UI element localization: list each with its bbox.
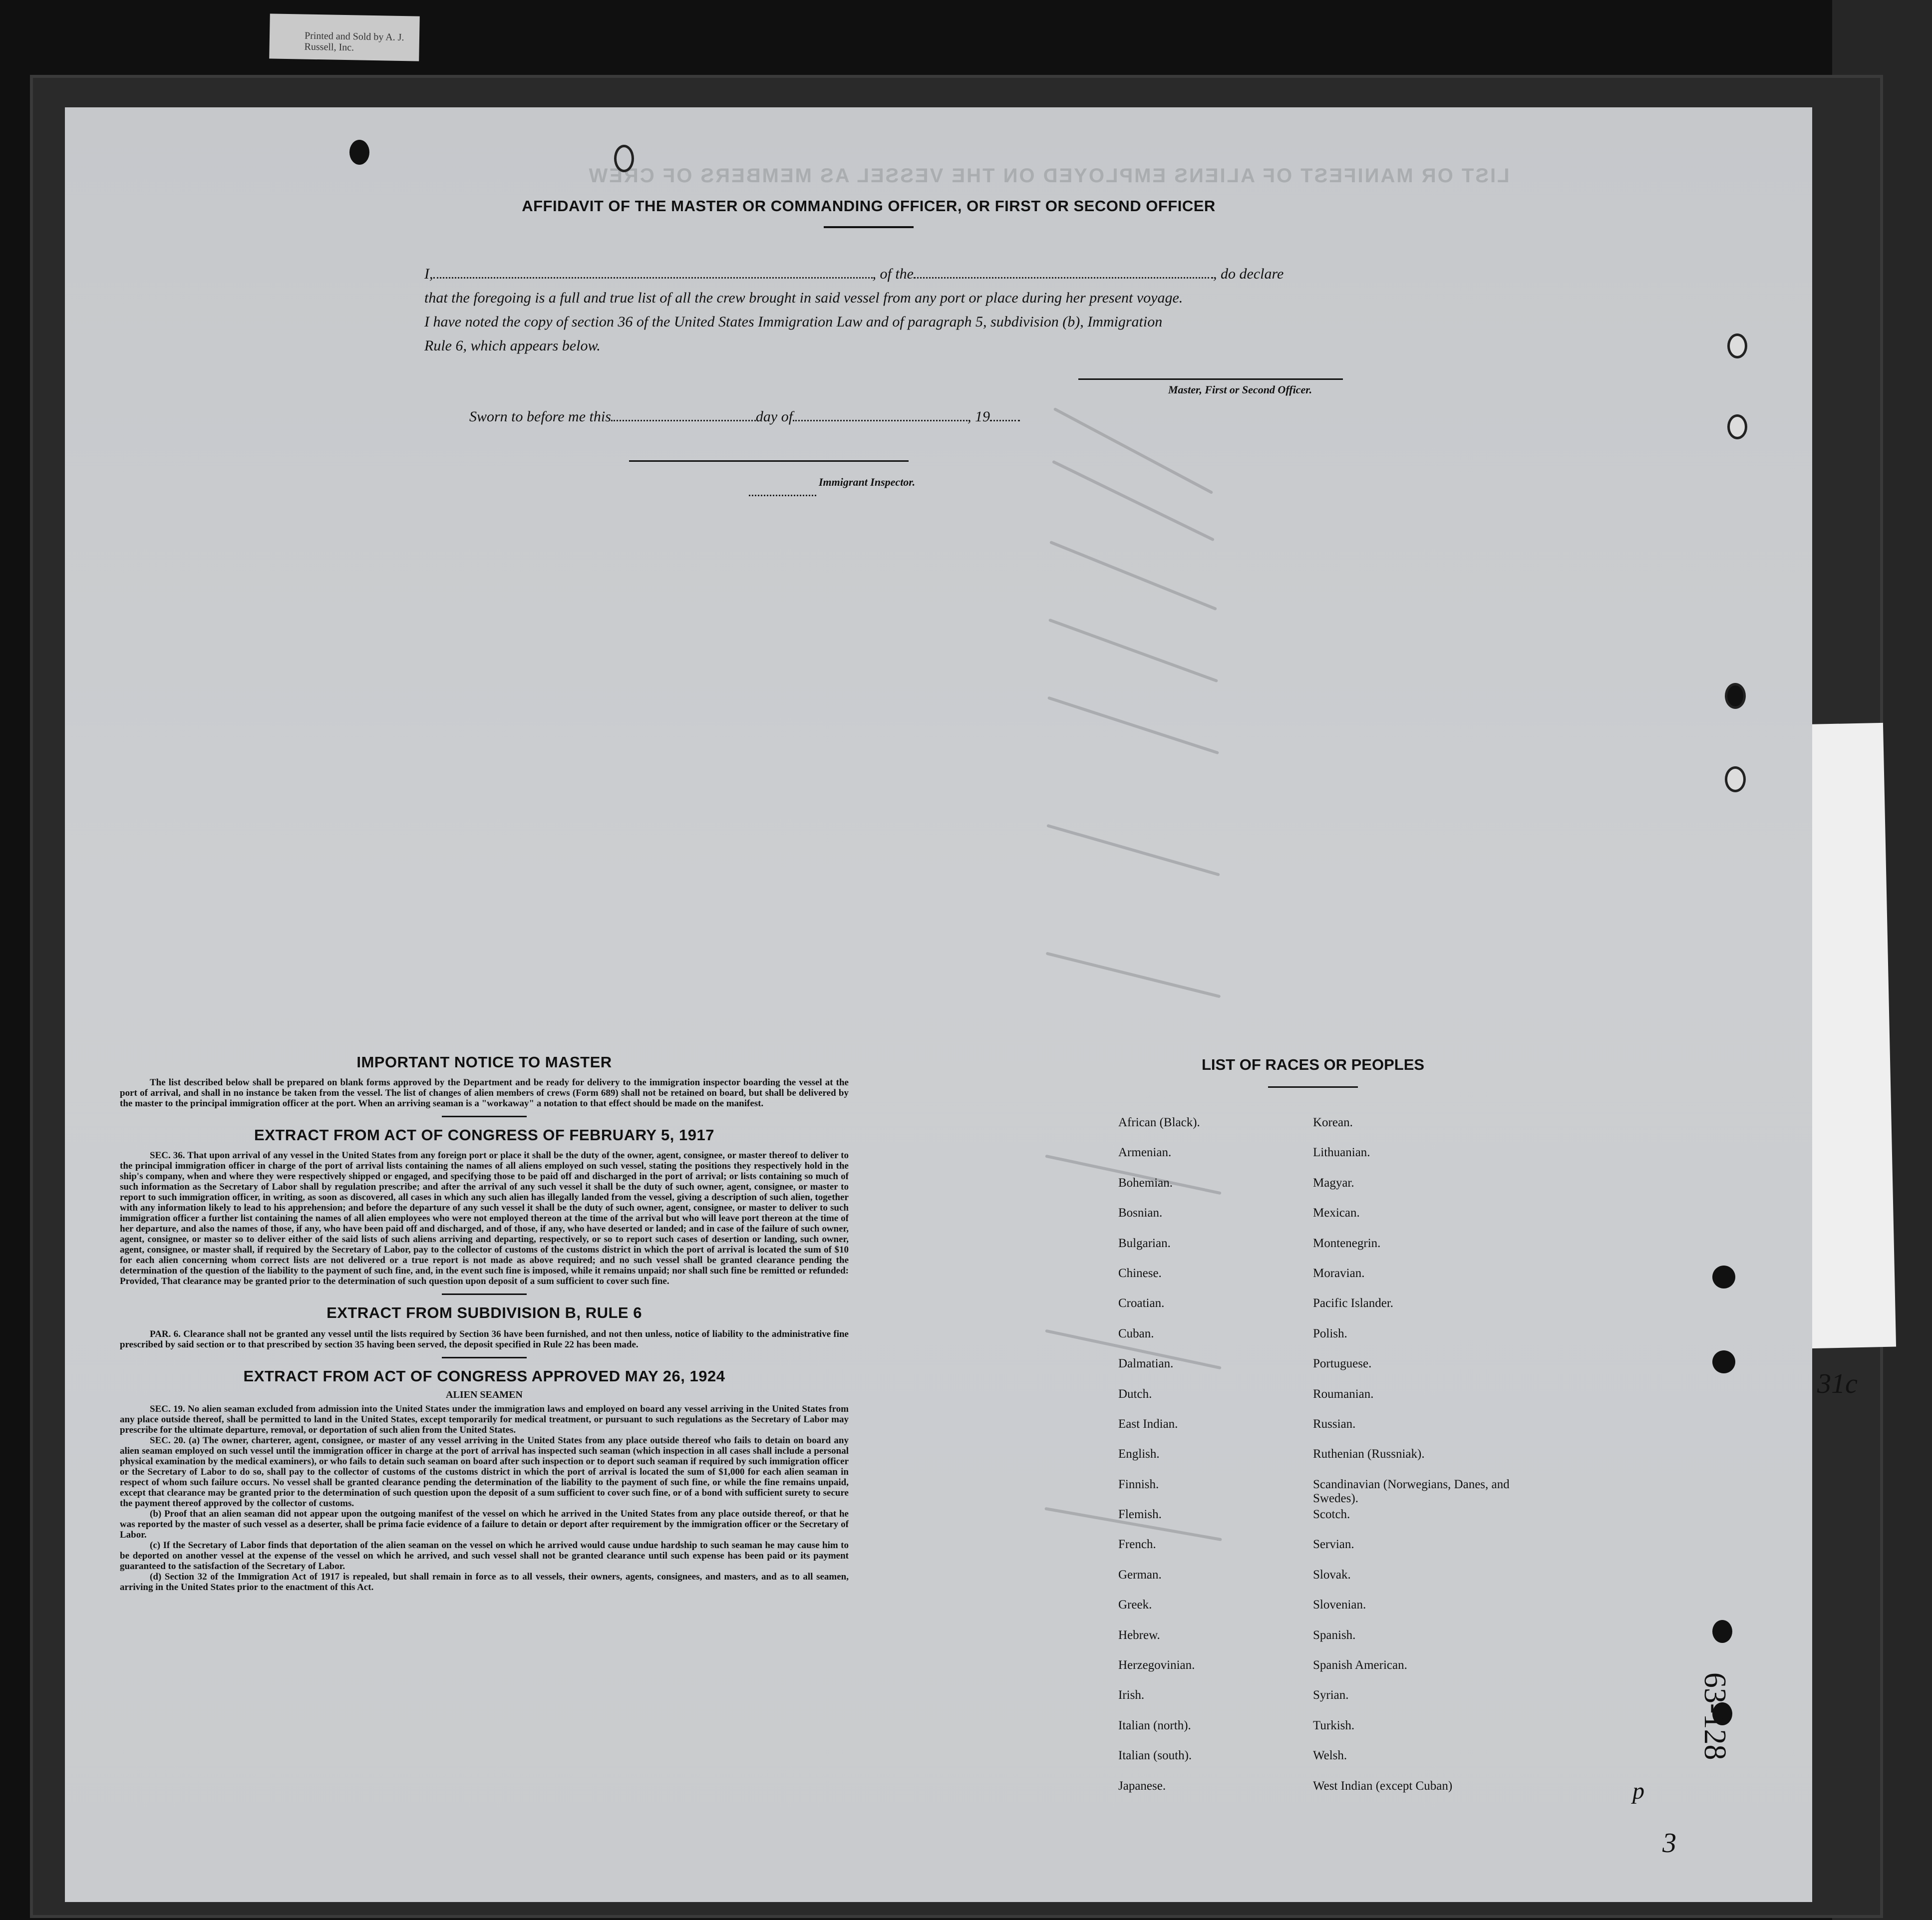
races-right-column	[1313, 1116, 1523, 1809]
race-item: Greek.	[1118, 1598, 1152, 1612]
races-rule	[1268, 1086, 1358, 1088]
printer-tab-text: Printed and Sold by A. J. Russell, Inc.	[304, 30, 404, 53]
master-signature-line[interactable]	[1078, 378, 1343, 380]
race-item: Montenegrin.	[1313, 1236, 1381, 1250]
punch-hole	[349, 140, 369, 165]
punch-hole	[1712, 1620, 1732, 1643]
race-item: Dalmatian.	[1118, 1357, 1174, 1371]
extract3-sec19: SEC. 19. No alien seaman excluded from admission into the United States under the immigration laws and employed on board any vessel arriving in the United States from any place outside thereof, shall be permitted to land in the United States, except temporarily for medical treatment, or pursuant to such regulations as the Secretary of Labor may prescribe for the ultimate departure, removal, or deportation of such alien from the United States.	[120, 1404, 849, 1435]
race-item: Japanese.	[1118, 1779, 1166, 1793]
punch-hole	[1725, 683, 1746, 709]
race-item: Hebrew.	[1118, 1628, 1160, 1642]
document-page	[65, 107, 1812, 1902]
affidavit-line-2: that the foregoing is a full and true list of all the crew brought in said vessel from any port or place during her present voyage.	[424, 290, 1183, 306]
race-item: Chinese.	[1118, 1266, 1162, 1280]
extract2-rule	[442, 1357, 527, 1358]
extract3-title: EXTRACT FROM ACT OF CONGRESS APPROVED MAY 26, 1924	[243, 1367, 725, 1385]
races-section	[1113, 1056, 1513, 1793]
affidavit-title: AFFIDAVIT OF THE MASTER OR COMMANDING OFFICER, OR FIRST OR SECOND OFFICER	[522, 197, 1216, 215]
affidavit-line-1	[424, 262, 1373, 286]
inspector-dotted-lead	[749, 482, 816, 496]
affidavit-body	[424, 262, 1373, 358]
race-item: French.	[1118, 1538, 1156, 1552]
race-item: Herzegovinian.	[1118, 1658, 1195, 1672]
race-item: Irish.	[1118, 1688, 1145, 1702]
inspector-label: Immigrant Inspector.	[819, 476, 916, 488]
race-item: Portuguese.	[1313, 1357, 1372, 1371]
handwritten-margin-note: 31c	[1817, 1368, 1858, 1399]
race-item: Servian.	[1313, 1538, 1354, 1552]
race-item: Scandinavian (Norwegians, Danes, and Swedes).	[1313, 1477, 1510, 1505]
race-item: Armenian.	[1118, 1146, 1172, 1160]
extract3-sec20c: (c) If the Secretary of Labor finds that deportation of the alien seaman on the vessel on which he arrived would cause undue hardship to such seaman he may cause him to be deported on another vessel at the expense of the vessel on which he arrived, and such vessel shall not be granted clearance until such expense has been paid or its payment guaranteed to the satisfaction of the Secretary of Labor.	[120, 1540, 849, 1572]
punch-hole	[1712, 1350, 1735, 1373]
race-item: Spanish.	[1313, 1628, 1356, 1642]
handwritten-side-number: 63-128	[1698, 1672, 1732, 1760]
race-item: Syrian.	[1313, 1688, 1349, 1702]
race-item: Polish.	[1313, 1326, 1347, 1340]
race-item: Finnish.	[1118, 1477, 1159, 1491]
notice-rule	[442, 1116, 527, 1117]
notice-body: The list described below shall be prepared on blank forms approved by the Department and be ready for delivery to the immigration inspector boarding the vessel at the port of arrival, and shall in no instance be taken from the vessel. The list of changes of alien members of crews (Form 689) shall not be retained on board, but shall be delivered by the master to the principal immigration officer at the port. When an arriving seaman is a "workaway" a notation to that effect should be made on the manifest.	[120, 1077, 849, 1109]
race-item: Ruthenian (Russniak).	[1313, 1447, 1425, 1461]
sworn-year-blank[interactable]	[990, 407, 1020, 421]
punch-hole	[614, 145, 634, 172]
bleed-through-header: LIST OR MANIFEST OF ALIENS EMPLOYED ON THE VESSEL AS MEMBERS OF CREW	[587, 165, 1510, 187]
race-item: Welsh.	[1313, 1749, 1347, 1763]
handwritten-corner-number: 3	[1662, 1828, 1676, 1859]
extract2-title: EXTRACT FROM SUBDIVISION B, RULE 6	[326, 1304, 642, 1321]
punch-hole	[1725, 766, 1746, 792]
inspector-signature-line[interactable]	[629, 460, 909, 462]
race-item: Italian (north).	[1118, 1718, 1191, 1732]
race-item: Turkish.	[1313, 1718, 1355, 1732]
race-item: Dutch.	[1118, 1387, 1152, 1401]
extract3-sec20b: (b) Proof that an alien seaman did not appear upon the outgoing manifest of the vessel on which he arrived in the United States from any place outside thereof, or that he was reported by the master of such vessel as a deserter, shall be prima facie evidence of a failure to detain or deport after requirement by the immigration officer or the Secretary of Labor.	[120, 1509, 849, 1540]
punch-hole	[1727, 333, 1747, 358]
race-item: Bohemian.	[1118, 1176, 1173, 1190]
race-item: Spanish American.	[1313, 1658, 1407, 1672]
handwritten-corner-p: p	[1632, 1778, 1644, 1804]
extract3-sec20d: (d) Section 32 of the Immigration Act of 1917 is repealed, but shall remain in force as to all vessels, their owners, agents, consignees, and masters, and as to all seamen, arriving in the United States prior to the enactment of this Act.	[120, 1572, 849, 1593]
sworn-year-label: , 19	[967, 408, 990, 425]
printer-tab	[269, 13, 420, 61]
race-item: Scotch.	[1313, 1508, 1350, 1522]
extract1-rule	[442, 1293, 527, 1295]
notice-title: IMPORTANT NOTICE TO MASTER	[356, 1053, 612, 1071]
sworn-month-blank[interactable]	[793, 407, 967, 421]
race-item: African (Black).	[1118, 1116, 1200, 1129]
do-declare-label: , do declare	[1213, 266, 1284, 282]
extract3-subtitle: ALIEN SEAMEN	[446, 1389, 523, 1400]
affidavit-rule	[824, 226, 914, 228]
race-item: Lithuanian.	[1313, 1146, 1370, 1160]
affidavit-line-4: Rule 6, which appears below.	[424, 337, 601, 354]
race-item: English.	[1118, 1447, 1160, 1461]
name-blank[interactable]	[433, 264, 873, 279]
race-item: Flemish.	[1118, 1508, 1162, 1522]
extract1-title: EXTRACT FROM ACT OF CONGRESS OF FEBRUARY 5, 1917	[254, 1126, 714, 1144]
of-the-label: , of the	[872, 266, 914, 282]
race-item: Croatian.	[1118, 1296, 1165, 1310]
race-item: Pacific Islander.	[1313, 1296, 1394, 1310]
sworn-day-blank[interactable]	[611, 407, 756, 421]
race-item: East Indian.	[1118, 1417, 1178, 1431]
vessel-blank[interactable]	[914, 264, 1213, 279]
punch-hole	[1727, 414, 1747, 439]
race-item: Roumanian.	[1313, 1387, 1374, 1401]
extract2-body: PAR. 6. Clearance shall not be granted any vessel until the lists required by Section 36 have been furnished, and not then unless, notice of liability to the administrative fine prescribed by said section or to that prescribed by section 35 having been served, the deposit specified in Rule 22 has been made.	[120, 1329, 849, 1350]
races-title: LIST OF RACES OR PEOPLES	[1201, 1056, 1425, 1073]
extract1-body: SEC. 36. That upon arrival of any vessel in the United States from any foreign port or place it shall be the duty of the owner, agent, consignee, or master thereof to deliver to the principal immigration officer in charge of the port of arrival lists containing the names of all aliens employed on such vessel, stating the positions they respectively hold in the ship's company, when and where they were respectively shipped or engaged, and specifying those to be paid off and discharged in the port of arrival; or lists containing so much of such information as the Secretary of Labor shall by regulation prescribe; and after the arrival of any such vessel it shall be the duty of such owner, agent, consignee, or master to report to such immigration officer, in writing, as soon as discovered, all cases in which any such alien has illegally landed from the vessel, giving a description of such alien, together with any information likely to lead to his apprehension; and before the departure of any such vessel it shall be the duty of such owner, agent, consignee, or master to deliver to such immigration officer a further list containing the names of all alien employees who were not employed thereon at the time of the arrival but who will leave port thereon at the time of her departure, and also the names of those, if any, who have been paid off and discharged, and of those, if any, who have deserted or landed; and in case of the failure of such owner, agent, consignee, or master so to deliver either of the said lists of such aliens arriving and departing, respectively, or so to report such cases of desertion or landing, such owner, agent, consignee, or master shall, if required by the Secretary of Labor, pay to the collector of customs of the customs district in which the port of arrival is located the sum of $10 for each alien concerning whom correct lists are not delivered or a true report is not made as above required; and no such vessel shall be granted clearance pending the determination of the question of the liability to the payment of such fine, and, in the event such fine is imposed, while it remains unpaid; nor shall such fine be remitted or refunded: Provided, That clearance may be granted prior to the determination of such question upon deposit of a sum sufficient to cover such fine.	[120, 1150, 849, 1286]
race-item: Italian (south).	[1118, 1749, 1192, 1763]
race-item: Russian.	[1313, 1417, 1356, 1431]
races-left-column	[1118, 1116, 1200, 1809]
notice-section	[120, 1053, 849, 1593]
sworn-prefix: Sworn to before me this	[469, 408, 611, 425]
i-label: I,	[424, 266, 433, 282]
affidavit-line-3: I have noted the copy of section 36 of the United States Immigration Law and of paragraph 5, subdivision (b), Immigration	[424, 314, 1163, 330]
master-signature-label: Master, First or Second Officer.	[1168, 383, 1312, 396]
race-item: German.	[1118, 1568, 1162, 1582]
race-item: Slovenian.	[1313, 1598, 1366, 1612]
race-item: West Indian (except Cuban)	[1313, 1779, 1453, 1793]
race-item: Mexican.	[1313, 1206, 1360, 1220]
race-item: Slovak.	[1313, 1568, 1351, 1582]
race-item: Korean.	[1313, 1116, 1353, 1129]
extract3-sec20a: SEC. 20. (a) The owner, charterer, agent, consignee, or master of any vessel arriving in the United States from any place outside thereof who fails to detain on board any alien seaman employed on such vessel until the immigration officer in charge at the port of arrival has inspected such seaman (which inspection in all cases shall include a personal physical examination by the medical examiners), or who fails to detain such seaman on board after such inspection or to deport such seaman if required by such immigration officer or the Secretary of Labor to do so, shall pay to the collector of customs of the customs district in which the port of arrival is located the sum of $1,000 for each alien seaman in respect of whom such failure occurs. No vessel shall be granted clearance pending the determination of the liability to the payment of such fine, or while the fine remains unpaid, except that clearance may be granted prior to the determination of such question upon the deposit of a sum sufficient to cover such fine, or of a bond with sufficient surety to secure the payment thereof approved by the collector of customs.	[120, 1435, 849, 1509]
race-item: Magyar.	[1313, 1176, 1354, 1190]
sworn-day-label: day of	[755, 408, 793, 425]
race-item: Cuban.	[1118, 1326, 1154, 1340]
race-item: Bulgarian.	[1118, 1236, 1171, 1250]
race-item: Moravian.	[1313, 1266, 1365, 1280]
sworn-line	[469, 407, 1020, 425]
affidavit-section	[315, 197, 1423, 354]
punch-hole	[1712, 1266, 1735, 1288]
race-item: Bosnian.	[1118, 1206, 1163, 1220]
